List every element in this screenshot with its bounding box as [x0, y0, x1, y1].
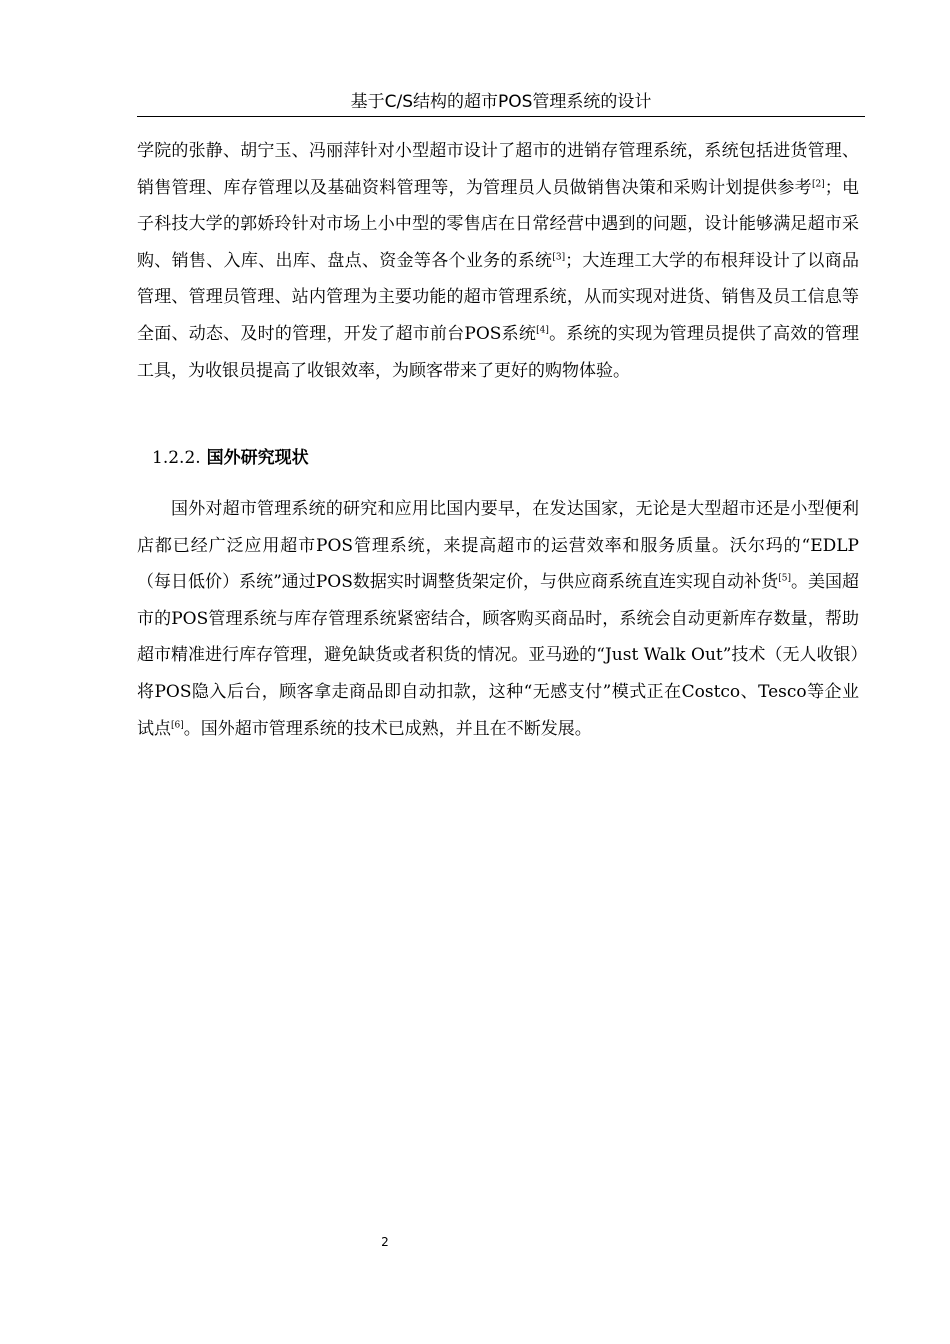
paragraph-text: 国外对超市管理系统的研究和应用比国内要早，在发达国家，无论是大型超市还是小型便利店都已经广泛应用超市POS管理系统，来提高超市的运营效率和服务质量。沃尔玛的“EDLP（每日低价）系统”通过POS数据实时调整货架定价，与供应商系统直连实现自动补货 — [137, 499, 859, 593]
paragraph-text: ；电子科技大学的郭娇玲针对市场上小中型的零售店在日常经营中遇到的问题，设计能够满足超市采购、销售、入库、出库、盘点、资金等各个业务的系统 — [137, 177, 860, 271]
citation-ref: [4] — [536, 325, 549, 336]
citation-ref: [6] — [171, 719, 184, 730]
paragraph-text: 学院的张静、胡宁玉、冯丽萍针对小型超市设计了超市的进销存管理系统，系统包括进货管理、销售管理、库存管理以及基础资料管理等，为管理员人员做销售决策和采购计划提供参考 — [137, 141, 859, 198]
section-heading — [152, 444, 309, 472]
citation-ref: [5] — [778, 573, 791, 584]
citation-ref: [3] — [552, 252, 566, 263]
document-title: 基于C/S结构的超市POS管理系统的设计 — [350, 92, 652, 112]
section-number: 1.2.2. — [152, 448, 201, 468]
section-title: 国外研究现状 — [206, 448, 309, 468]
paragraph-text: 。系统的实现为管理员提供了高效的管理工具，为收银员提高了收银效率，为顾客带来了更好的购物体验。 — [137, 323, 859, 381]
paragraph-text: ；大连理工大学的布根拜设计了以商品管理、管理员管理、站内管理为主要功能的超市管理系统，从而实现对进货、销售及员工信息等全面、动态、及时的管理，开发了超市前台POS系统 — [137, 250, 860, 344]
body-paragraph-1 — [137, 133, 859, 389]
page-number: 2 — [381, 1235, 389, 1249]
paragraph-text: 。国外超市管理系统的技术已成熟，并且在不断发展。 — [183, 718, 592, 739]
citation-ref: [2] — [811, 178, 825, 189]
page-header — [137, 90, 865, 117]
paragraph-text: 。美国超市的POS管理系统与库存管理系统紧密结合，顾客购买商品时，系统会自动更新库存数量，帮助超市精准进行库存管理，避免缺货或者积货的情况。亚马逊的“Just Walk Out”技术（无人收银）将POS隐入后台，顾客拿走商品即自动扣款，这种“无感支付”模式正在Costco、Tesco等企业试点 — [137, 572, 860, 739]
body-paragraph-2 — [137, 491, 859, 747]
